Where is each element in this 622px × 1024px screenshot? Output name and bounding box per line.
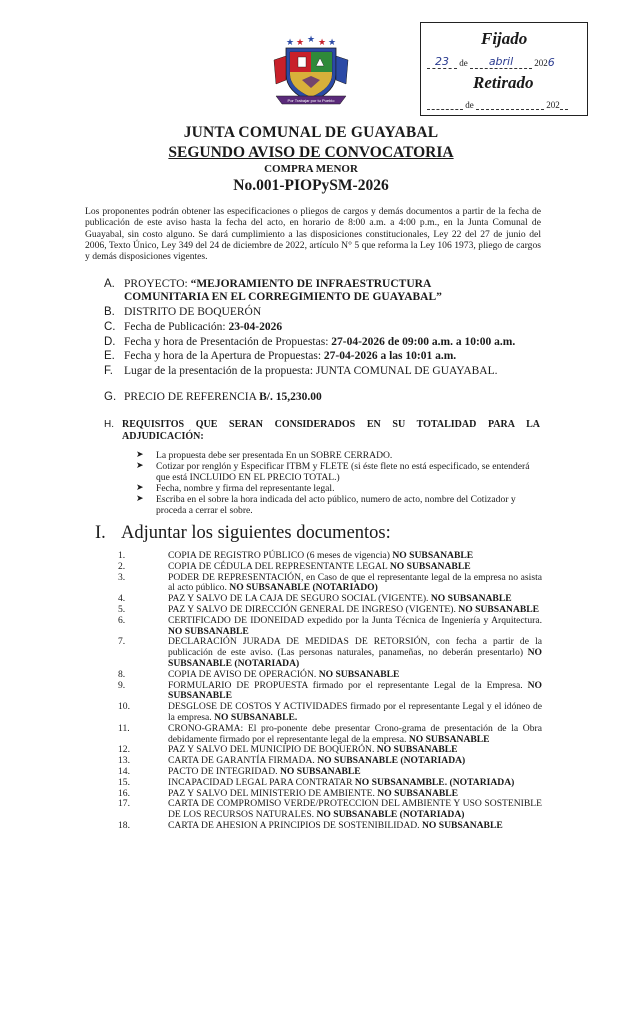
document-text xyxy=(168,821,542,832)
document-item xyxy=(110,681,542,703)
document-number: 11. xyxy=(118,722,130,734)
section-f-label: Lugar de la presentación de la propuesta: JUNTA COMUNAL DE GUAYABAL. xyxy=(124,365,498,377)
section-h-letter: H. xyxy=(104,419,114,430)
document-status: NO SUBSANABLE (NOTARIADO) xyxy=(229,582,378,594)
section-e xyxy=(104,350,456,363)
arrow-bullet-icon: ➤ xyxy=(136,450,144,460)
document-description: INCAPACIDAD LEGAL PARA CONTRATAR xyxy=(168,776,355,788)
star-icon: ★ xyxy=(285,37,295,47)
document-number: 8. xyxy=(118,668,126,680)
document-status: NO SUBSANABLE xyxy=(408,733,490,745)
document-description: CARTA DE AHESION A PRINCIPIOS DE SOSTENIBILIDAD. xyxy=(168,819,422,831)
document-status: NO SUBSANABLE xyxy=(318,668,400,680)
title-aviso: SEGUNDO AVISO DE CONVOCATORIA xyxy=(168,144,454,161)
section-h-title-2: ADJUDICACIÓN: xyxy=(122,431,204,442)
section-g xyxy=(104,391,322,404)
document-item xyxy=(110,637,542,669)
section-e-letter: E. xyxy=(104,350,115,362)
posting-stamp xyxy=(420,22,588,116)
section-a xyxy=(104,278,431,291)
section-e-label: Fecha y hora de la Apertura de Propuestas: xyxy=(124,350,324,362)
document-number: 14. xyxy=(118,765,130,777)
section-d-label: Fecha y hora de Presentación de Propuestas: xyxy=(124,336,332,348)
section-a-cont xyxy=(124,291,442,304)
document-status: NO SUBSANABLE xyxy=(279,765,361,777)
document-description: PAZ Y SALVO DE LA CAJA DE SEGURO SOCIAL (VIGENTE). xyxy=(168,593,431,605)
document-item xyxy=(110,573,542,595)
document-description: FORMULARIO DE PROPUESTA firmado por el representante Legal de la Empresa. xyxy=(168,679,528,691)
document-item xyxy=(110,702,542,724)
document-text xyxy=(168,637,542,669)
stamp-month: abril xyxy=(488,55,514,68)
document-number: 2. xyxy=(118,560,126,572)
document-number: 9. xyxy=(118,679,126,691)
section-c xyxy=(104,321,282,334)
document-number: 3. xyxy=(118,571,126,583)
document-status: NO SUBSANABLE xyxy=(376,744,458,756)
arrow-bullet-icon: ➤ xyxy=(136,494,144,504)
document-status: NO SUBSANABLE xyxy=(430,593,512,605)
document-text xyxy=(168,573,542,595)
document-number: 1. xyxy=(118,550,126,561)
stamp-de-1: de xyxy=(459,58,468,68)
document-text xyxy=(168,724,542,746)
document-status: NO SUBSANABLE (NOTARIADA) xyxy=(168,647,542,669)
document-number: 5. xyxy=(118,603,126,615)
star-icon: ★ xyxy=(295,37,305,47)
document-description: DESGLOSE DE COSTOS Y ACTIVIDADES firmado por el representante Legal y el idóneo de la empresa. xyxy=(168,701,542,723)
municipal-crest-icon xyxy=(268,30,354,110)
document-status: NO SUBSANABLE. xyxy=(214,711,298,723)
document-number: 10. xyxy=(118,701,130,713)
stamp-de-2: de xyxy=(465,100,474,110)
documents-list xyxy=(110,551,542,832)
document-description: CARTA DE COMPROMISO VERDE/PROTECCION DEL AMBIENTE Y USO SOSTENIBLE DE LOS RECURSOS NATURALES. xyxy=(168,798,542,821)
document-item xyxy=(110,799,542,821)
document-description: PAZ Y SALVO DEL MINISTERIO DE AMBIENTE. xyxy=(168,787,378,799)
section-c-value: 23-04-2026 xyxy=(228,321,283,333)
document-description: DECLARACIÓN JURADA DE MEDIDAS DE RETORSIÓN, con fecha a partir de la publicación de este aviso. (Las personas naturales, panameñas, no deberán presentarlo) xyxy=(168,636,542,659)
intro-paragraph: Los proponentes podrán obtener las especificaciones o pliegos de cargos y demás documentos a partir de la fecha de publicación de este aviso hasta la fecha del acto, en horario de 8:00 a.m. a 4:00 p.m., en la Junta Comunal de Guayabal, sin costo alguno. Se dará cumplimiento a las disposiciones constitucionales, Ley 22 del 27 de junio del 2006, Texto Único, Ley 349 del 24 de diciembre de 2022, artículo N° 5 que reforma la Ley 106 1973, pliego de cargos y demás disposiciones vigentes. xyxy=(85,206,541,263)
document-number: 15. xyxy=(118,776,130,788)
document-status: NO SUBSANABLE xyxy=(458,603,540,615)
document-item xyxy=(110,616,542,638)
star-icon: ★ xyxy=(327,37,337,47)
document-description: CERTIFICADO DE IDONEIDAD expedido por la Junta Técnica de Ingeniería y Arquitectura. xyxy=(168,614,542,626)
list-item: ➤ Escriba en el sobre la hora indicada del acto público, numero de acto, nombre del Cotizador y proceda a cerrar el sobre. xyxy=(136,494,516,516)
stamp-year-prefix-2: 202 xyxy=(546,100,560,110)
stamp-day: 23 xyxy=(435,55,449,68)
document-description: CARTA DE GARANTÍA FIRMADA. xyxy=(168,755,318,767)
document-description: PAZ Y SALVO DE DIRECCIÓN GENERAL DE INGRESO (VIGENTE). xyxy=(168,603,459,615)
adjuntar-numeral: I. xyxy=(95,523,106,543)
star-icon: ★ xyxy=(306,34,316,44)
section-b xyxy=(104,306,261,319)
list-item: ➤ Cotizar por renglón y Especificar ITBM y FLETE (si éste flete no está especificado, se entenderá que está INCLUIDO EN EL PRECIO TOTAL.) xyxy=(136,461,530,483)
section-b-label: DISTRITO DE BOQUERÓN xyxy=(124,306,262,318)
document-status: NO SUBSANABLE xyxy=(168,625,249,637)
document-description: PAZ Y SALVO DEL MUNICIPIO DE BOQUERÓN. xyxy=(168,744,377,756)
document-text xyxy=(168,702,542,724)
stamp-retirado-date xyxy=(427,99,583,110)
requirements-list xyxy=(136,450,540,516)
document-status: NO SUBSANABLE (NOTARIADA) xyxy=(316,809,465,821)
document-description: COPIA DE CÉDULA DEL REPRESENTANTE LEGAL xyxy=(168,560,390,572)
document-description: COPIA DE AVISO DE OPERACIÓN. xyxy=(168,668,319,680)
title-compra-menor: COMPRA MENOR xyxy=(264,163,358,175)
star-icon: ★ xyxy=(317,37,327,47)
document-description: PACTO DE INTEGRIDAD. xyxy=(168,765,280,777)
document-description: COPIA DE REGISTRO PÚBLICO (6 meses de vigencia) xyxy=(168,550,393,561)
arrow-bullet-icon: ➤ xyxy=(136,483,144,493)
adjuntar-heading xyxy=(95,523,391,544)
section-h xyxy=(104,419,540,443)
document-status: NO SUBSANAMBLE. (NOTARIADA) xyxy=(354,776,515,788)
section-a-value-2: COMUNITARIA EN EL CORREGIMIENTO DE GUAYABAL” xyxy=(124,291,442,303)
document-number: 16. xyxy=(118,787,130,799)
stamp-year-hand: 6 xyxy=(547,56,555,69)
section-c-label: Fecha de Publicación: xyxy=(124,321,229,333)
document-number: 18. xyxy=(118,819,130,831)
section-g-label: PRECIO DE REFERENCIA xyxy=(124,391,260,403)
title-junta: JUNTA COMUNAL DE GUAYABAL xyxy=(183,124,439,141)
document-status: NO SUBSANABLE xyxy=(421,819,503,831)
section-f xyxy=(104,365,498,378)
section-d-letter: D. xyxy=(104,336,116,348)
document-item xyxy=(110,821,542,832)
document-number: 12. xyxy=(118,744,130,756)
section-e-value: 27-04-2026 a las 10:01 a.m. xyxy=(323,350,457,362)
list-item: ➤ La propuesta debe ser presentada En un SOBRE CERRADO. xyxy=(136,450,393,461)
title-number: No.001-PIOPySM-2026 xyxy=(233,177,389,194)
stamp-fijado-label: Fijado xyxy=(481,29,528,48)
section-f-letter: F. xyxy=(104,365,113,377)
section-g-value: B/. 15,230.00 xyxy=(259,391,322,403)
list-item: ➤ Fecha, nombre y firma del representante legal. xyxy=(136,483,335,494)
section-c-letter: C. xyxy=(104,321,116,333)
arrow-bullet-icon: ➤ xyxy=(136,461,144,471)
section-a-letter: A. xyxy=(104,278,115,290)
stamp-fijado-date xyxy=(427,55,583,69)
document-number: 17. xyxy=(118,798,130,810)
section-a-label: PROYECTO: xyxy=(124,278,191,290)
section-h-title-1: REQUISITOS QUE SERAN CONSIDERADOS EN SU TOTALIDAD PARA LA xyxy=(122,419,540,430)
document-description: CRONO-GRAMA: El pro-ponente debe presentar Crono-grama de presentación de la Obra debidamente firmado por el representante legal de la empresa. xyxy=(168,722,542,745)
document-status: NO SUBSANABLE xyxy=(389,560,471,572)
document-status: NO SUBSANABLE xyxy=(377,787,459,799)
document-text xyxy=(168,616,542,638)
document-status: NO SUBSANABLE xyxy=(392,550,474,561)
document-text xyxy=(168,681,542,703)
document-item xyxy=(110,724,542,746)
document-number: 6. xyxy=(118,614,126,626)
document-number: 4. xyxy=(118,593,126,605)
section-g-letter: G. xyxy=(104,391,117,403)
crest-ribbon-text: Por Trabajar por tu Pueblo xyxy=(287,98,335,103)
section-b-letter: B. xyxy=(104,306,115,318)
document-description: PODER DE REPRESENTACIÓN, en Caso de que el representante legal de la empresa no asista al acto público. xyxy=(168,571,542,594)
document-number: 13. xyxy=(118,755,130,767)
document-text xyxy=(168,799,542,821)
section-a-value-1: “MEJORAMIENTO DE INFRAESTRUCTURA xyxy=(190,278,432,290)
document-status: NO SUBSANABLE (NOTARIADA) xyxy=(317,755,466,767)
section-d xyxy=(104,336,515,349)
document-status: NO SUBSANABLE xyxy=(168,679,542,702)
stamp-year-prefix: 202 xyxy=(534,58,548,68)
adjuntar-title: Adjuntar los siguientes documentos: xyxy=(121,523,391,543)
section-d-value: 27-04-2026 de 09:00 a.m. a 10:00 a.m. xyxy=(331,336,516,348)
stamp-retirado-label: Retirado xyxy=(473,73,534,92)
document-number: 7. xyxy=(118,636,126,648)
